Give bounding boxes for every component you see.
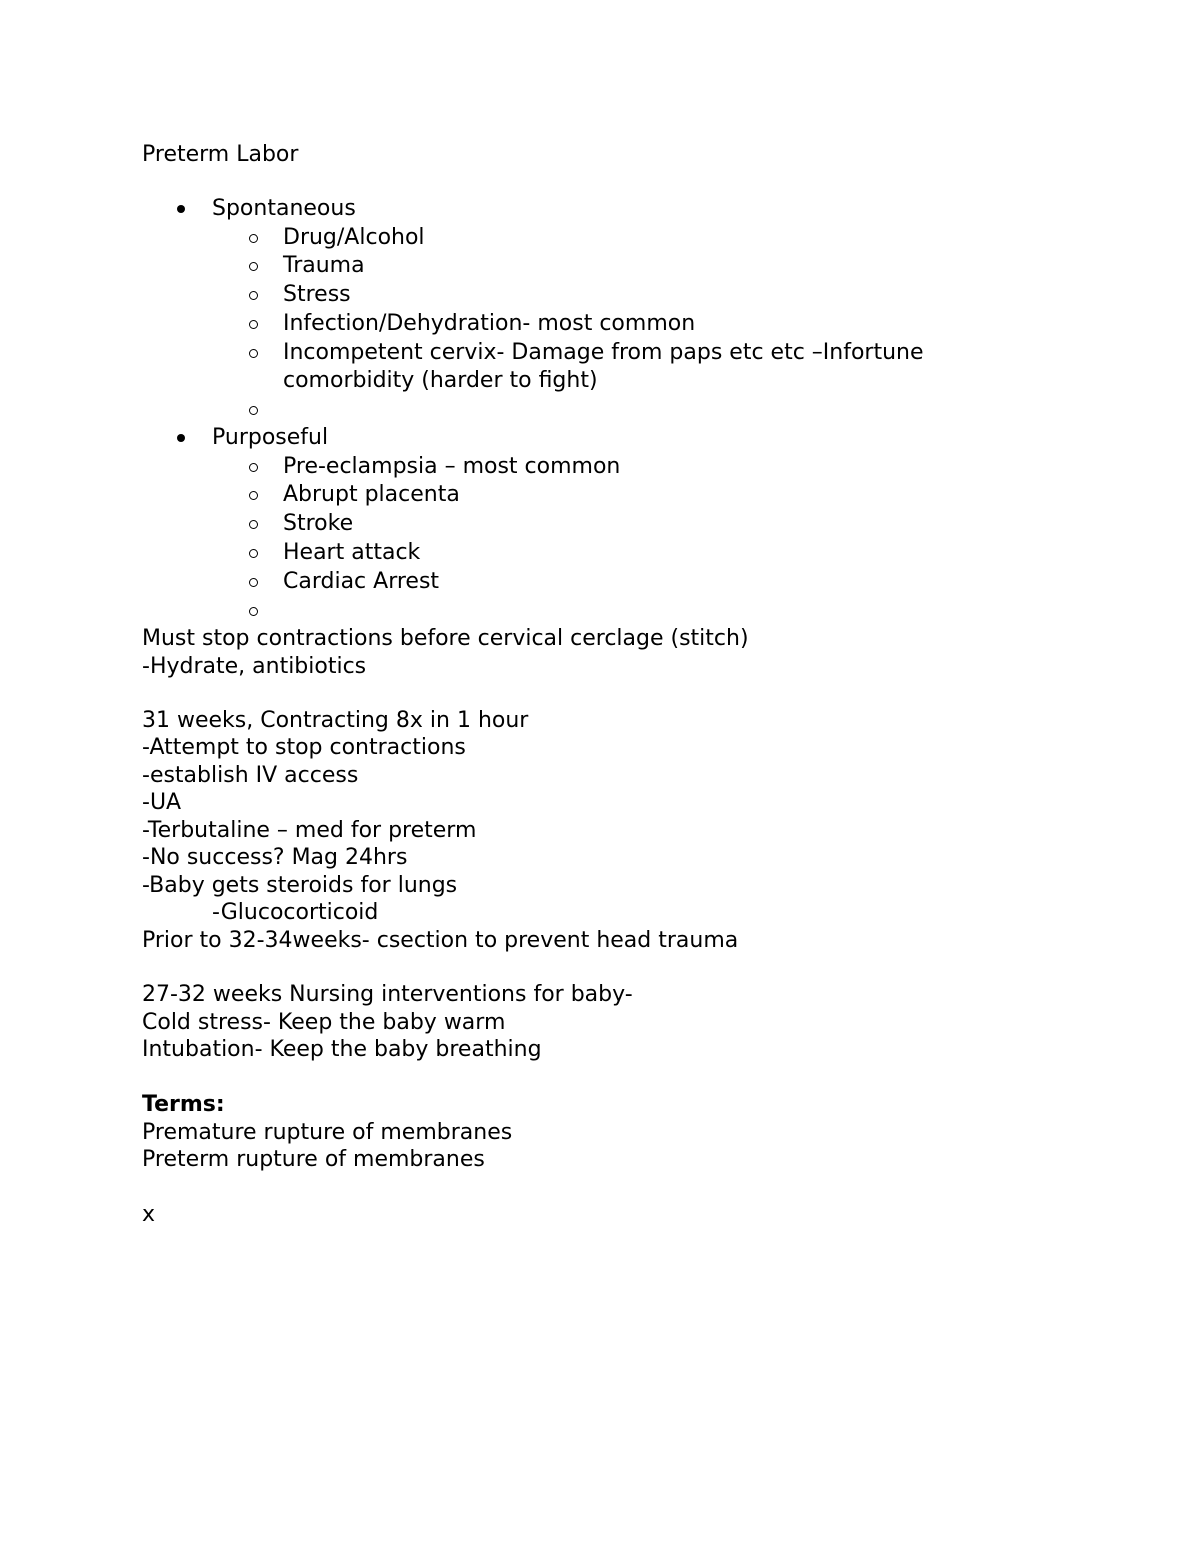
- term-item: Premature rupture of membranes: [142, 1120, 513, 1145]
- note-line: -Attempt to stop contractions: [142, 735, 466, 760]
- circle-bullet-icon: [249, 578, 258, 587]
- circle-bullet-icon: [249, 491, 258, 500]
- terms-heading: Terms:: [142, 1092, 225, 1117]
- note-line: -No success? Mag 24hrs: [142, 845, 408, 870]
- circle-bullet-icon: [249, 607, 258, 616]
- list-item: Incompetent cervix- Damage from paps etc etc –Infortune: [283, 340, 924, 365]
- note-line: Intubation- Keep the baby breathing: [142, 1037, 542, 1062]
- circle-bullet-icon: [249, 291, 258, 300]
- circle-bullet-icon: [249, 520, 258, 529]
- note-line: Prior to 32-34weeks- csection to prevent head trauma: [142, 928, 739, 953]
- circle-bullet-icon: [249, 406, 258, 415]
- circle-bullet-icon: [249, 262, 258, 271]
- document-title: Preterm Labor: [142, 142, 299, 167]
- note-line: 27-32 weeks Nursing interventions for baby-: [142, 982, 633, 1007]
- circle-bullet-icon: [249, 320, 258, 329]
- list-item: Cardiac Arrest: [283, 569, 440, 594]
- circle-bullet-icon: [249, 234, 258, 243]
- list-item: Stroke: [283, 511, 354, 536]
- circle-bullet-icon: [249, 349, 258, 358]
- note-line: -Terbutaline – med for preterm: [142, 818, 477, 843]
- note-line: Cold stress- Keep the baby warm: [142, 1010, 506, 1035]
- note-line: -Hydrate, antibiotics: [142, 654, 367, 679]
- list-item: Abrupt placenta: [283, 482, 460, 507]
- note-line: -establish IV access: [142, 763, 359, 788]
- section-label-spontaneous: Spontaneous: [212, 196, 356, 221]
- section-label-purposeful: Purposeful: [212, 425, 329, 450]
- list-item: Drug/Alcohol: [283, 225, 425, 250]
- note-line: 31 weeks, Contracting 8x in 1 hour: [142, 708, 529, 733]
- list-item: Stress: [283, 282, 351, 307]
- circle-bullet-icon: [249, 463, 258, 472]
- list-item: Infection/Dehydration- most common: [283, 311, 696, 336]
- list-item: Pre-eclampsia – most common: [283, 454, 621, 479]
- term-item: Preterm rupture of membranes: [142, 1147, 485, 1172]
- note-line: Must stop contractions before cervical cerclage (stitch): [142, 626, 749, 651]
- note-line-indented: -Glucocorticoid: [212, 900, 379, 925]
- bullet-icon: [177, 205, 185, 213]
- list-item: Trauma: [283, 253, 365, 278]
- note-line: -UA: [142, 790, 182, 815]
- list-item: Heart attack: [283, 540, 421, 565]
- note-line: -Baby gets steroids for lungs: [142, 873, 458, 898]
- list-item-continuation: comorbidity (harder to fight): [283, 368, 598, 393]
- circle-bullet-icon: [249, 549, 258, 558]
- footer-mark: x: [142, 1202, 156, 1227]
- bullet-icon: [177, 434, 185, 442]
